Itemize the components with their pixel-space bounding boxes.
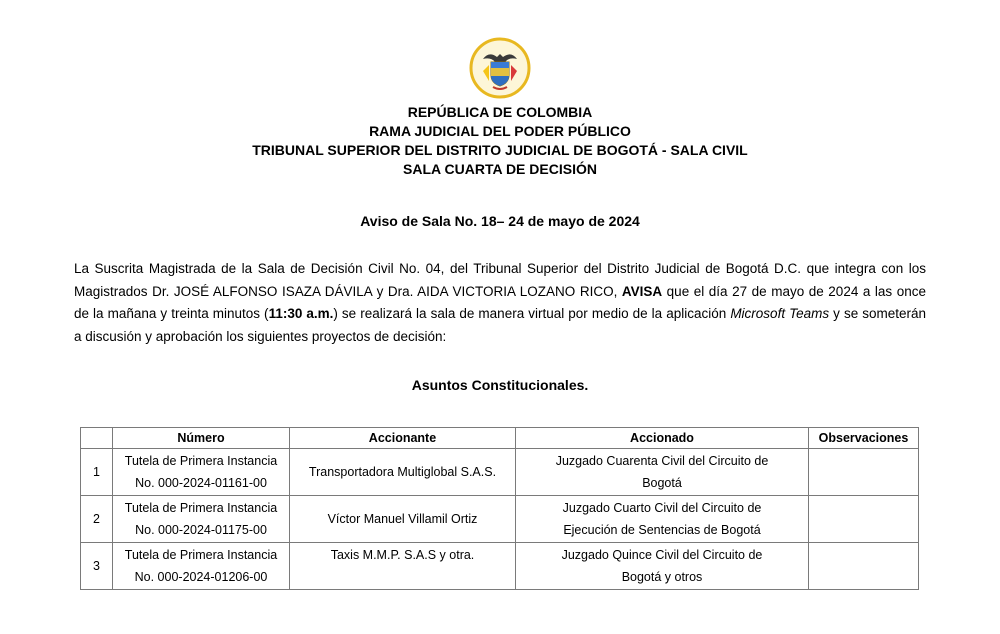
numero-type: Tutela de Primera Instancia <box>124 548 278 562</box>
col-numero-header: Número <box>113 428 290 449</box>
row-accionado <box>516 496 809 543</box>
col-accionante-header: Accionante <box>290 428 516 449</box>
header-chamber: SALA CUARTA DE DECISIÓN <box>403 161 597 177</box>
row-index: 3 <box>81 543 113 590</box>
row-observaciones <box>809 449 919 496</box>
row-observaciones <box>809 496 919 543</box>
row-accionante: Víctor Manuel Villamil Ortiz <box>290 496 516 543</box>
accionado-line-1: Juzgado Quince Civil del Circuito de <box>561 548 763 562</box>
row-numero <box>113 496 290 543</box>
numero-code: No. 000-2024-01175-00 <box>135 523 267 537</box>
accionado-line-1: Juzgado Cuarenta Civil del Circuito de <box>555 454 769 468</box>
notice-text-4: y se someterán a discusión y aprobación los siguientes proyectos de decisión: <box>74 306 927 344</box>
row-observaciones <box>809 543 919 590</box>
numero-type: Tutela de Primera Instancia <box>124 501 278 515</box>
notice-text-3: ) se realizará la sala de manera virtual por medio de la aplicación <box>333 306 731 321</box>
accionado-line-2: Bogotá <box>642 476 682 490</box>
table-row <box>81 496 919 543</box>
court-header <box>0 103 1000 179</box>
section-title: Asuntos Constitucionales. <box>411 377 589 393</box>
row-accionante: Taxis M.M.P. S.A.S y otra. <box>290 543 516 590</box>
col-observaciones-header: Observaciones <box>809 428 919 449</box>
notice-time: 11:30 a.m. <box>268 306 334 321</box>
accionado-line-1: Juzgado Cuarto Civil del Circuito de <box>562 501 762 515</box>
notice-app: Microsoft Teams <box>730 306 830 321</box>
accionado-line-2: Ejecución de Sentencias de Bogotá <box>563 523 761 537</box>
accionado-line-2: Bogotá y otros <box>621 570 703 584</box>
numero-code: No. 000-2024-01161-00 <box>135 476 267 490</box>
numero-code: No. 000-2024-01206-00 <box>134 570 268 584</box>
col-accionado-header: Accionado <box>516 428 809 449</box>
row-numero <box>113 449 290 496</box>
notice-avisa: AVISA <box>621 283 663 299</box>
notice-paragraph <box>74 258 926 348</box>
header-branch: RAMA JUDICIAL DEL PODER PÚBLICO <box>369 123 631 139</box>
notice-text-1: La Suscrita Magistrada de la Sala de Decisión Civil No. 04, del Tribunal Superior del Distrito Judicial de Bogotá D.C. que integra con los Magistrados Dr. JOSÉ ALFONSO ISAZA DÁVILA y Dra. AIDA VICTORIA LOZANO RICO, <box>74 261 926 299</box>
row-numero <box>113 543 290 590</box>
header-country: REPÚBLICA DE COLOMBIA <box>407 104 593 120</box>
coat-of-arms-seal <box>469 37 531 99</box>
table-row <box>81 449 919 496</box>
row-accionado <box>516 449 809 496</box>
header-tribunal: TRIBUNAL SUPERIOR DEL DISTRITO JUDICIAL DE BOGOTÁ - SALA CIVIL <box>252 142 748 158</box>
table-row <box>81 543 919 590</box>
row-index: 1 <box>81 449 113 496</box>
numero-type: Tutela de Primera Instancia <box>124 454 278 468</box>
row-index: 2 <box>81 496 113 543</box>
notice-text-2: que el día 27 de mayo de 2024 a las once de la mañana y treinta minutos ( <box>74 283 926 321</box>
cases-table <box>80 427 919 590</box>
notice-title: Aviso de Sala No. 18– 24 de mayo de 2024 <box>360 213 640 229</box>
row-accionante: Transportadora Multiglobal S.A.S. <box>290 449 516 496</box>
table-header-row <box>81 428 919 449</box>
col-index-header <box>81 428 113 449</box>
row-accionado <box>516 543 809 590</box>
